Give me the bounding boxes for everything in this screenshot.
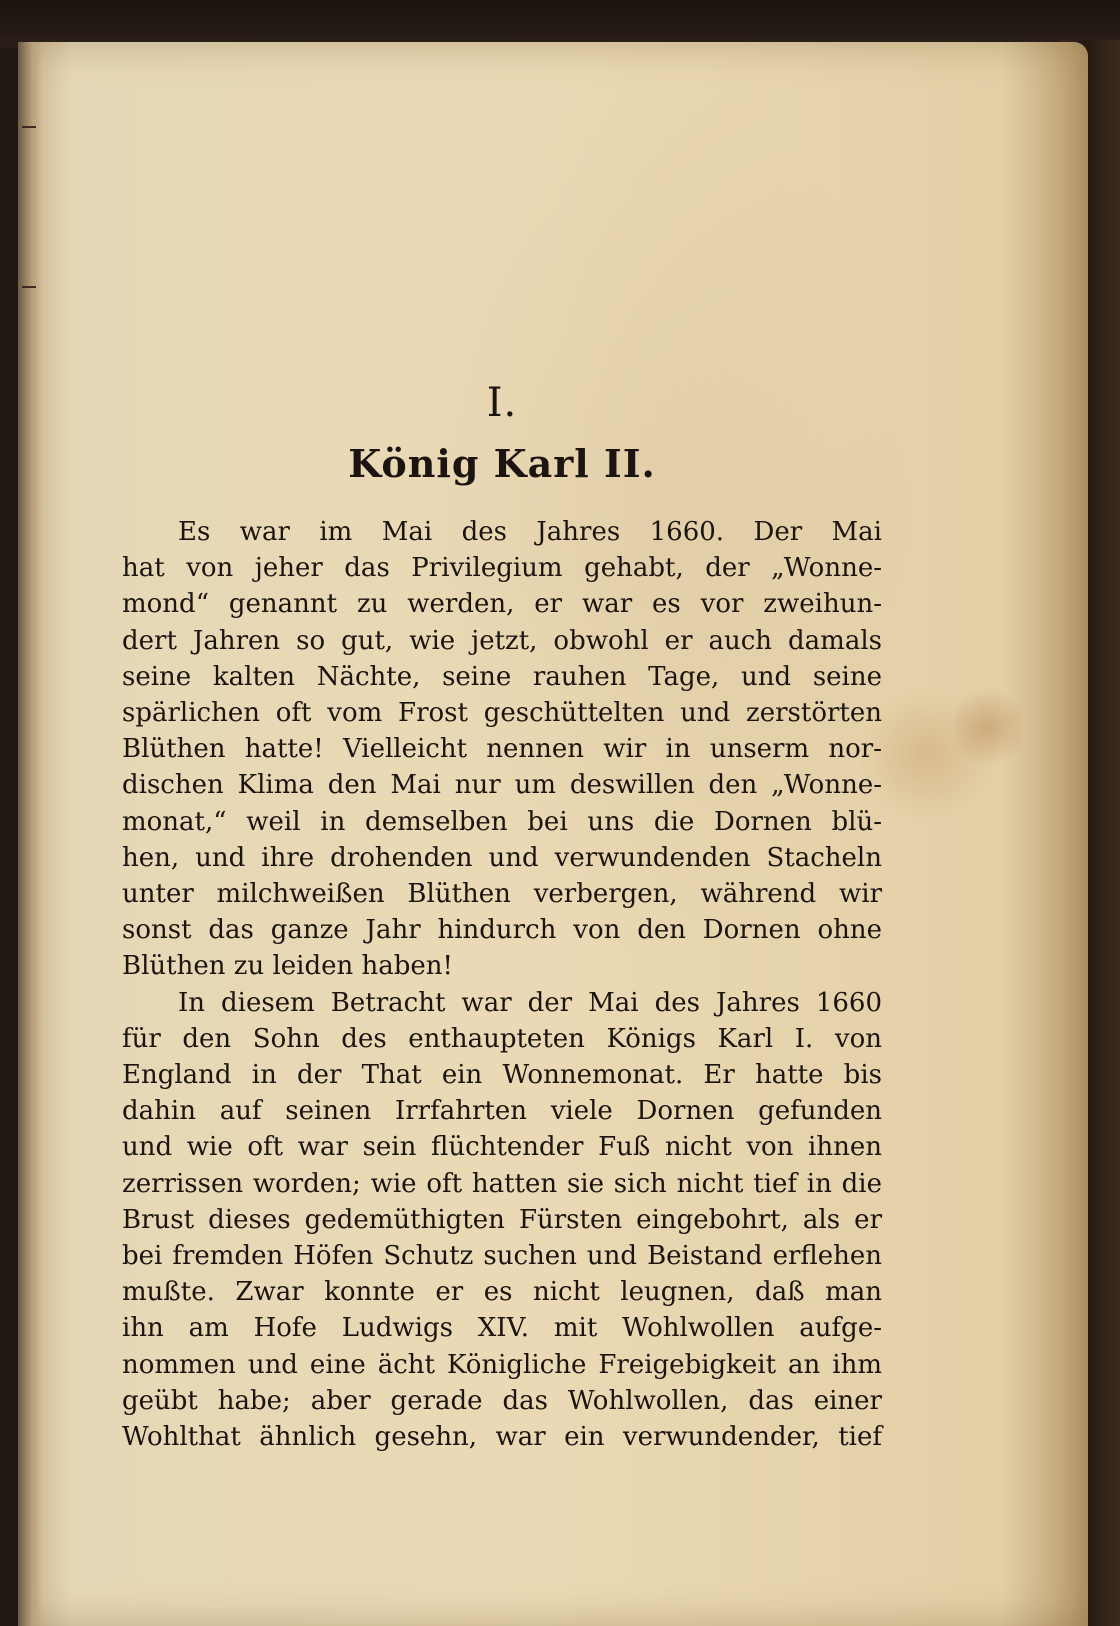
- text-line: dischen Klima den Mai nur um deswillen den „Wonne-: [122, 770, 882, 801]
- text-line: mond“ genannt zu werden, er war es vor zweihun-: [122, 589, 882, 620]
- text-line: nommen und eine ächt Königliche Freigebigkeit an ihm: [122, 1349, 882, 1380]
- text-line: monat,“ weil in demselben bei uns die Dornen blü-: [122, 806, 882, 837]
- text-line: Blüthen hatte! Vielleicht nennen wir in unserm nor-: [122, 734, 882, 765]
- text-line: und wie oft war sein flüchtender Fuß nicht von ihnen: [122, 1132, 882, 1163]
- page-gutter: [18, 42, 42, 1626]
- text-line: Wohlthat ähnlich gesehn, war ein verwundender, tief: [122, 1422, 882, 1453]
- margin-tick: [22, 126, 36, 128]
- text-line: hen, und ihre drohenden und verwundenden Stacheln: [122, 842, 882, 873]
- paragraph-2: [122, 985, 882, 1456]
- foxing-stain: [953, 682, 1023, 772]
- text-line: In diesem Betracht war der Mai des Jahres 1660: [178, 987, 882, 1018]
- text-line: England in der That ein Wonnemonat. Er hatte bis: [122, 1060, 882, 1091]
- chapter-title: König Karl II.: [348, 441, 656, 486]
- text-line: mußte. Zwar konnte er es nicht leugnen, daß man: [122, 1277, 882, 1308]
- text-line: dahin auf seinen Irrfahrten viele Dornen gefunden: [122, 1096, 882, 1127]
- book-page: [18, 42, 1088, 1626]
- page-text-block: [122, 372, 882, 1455]
- book-cover-top-edge: [0, 0, 1120, 48]
- text-line: spärlichen oft vom Frost geschüttelten und zerstörten: [122, 698, 882, 729]
- paragraph-1: [122, 514, 882, 985]
- chapter-numeral: I.: [486, 380, 518, 426]
- text-line: für den Sohn des enthaupteten Königs Karl I. von: [122, 1023, 882, 1054]
- text-line: Blüthen zu leiden haben!: [122, 951, 453, 982]
- text-line: dert Jahren so gut, wie jetzt, obwohl er auch damals: [122, 625, 882, 656]
- text-line: Brust dieses gedemüthigten Fürsten eingebohrt, als er: [122, 1204, 882, 1235]
- text-line: seine kalten Nächte, seine rauhen Tage, und seine: [122, 661, 882, 692]
- text-line: sonst das ganze Jahr hindurch von den Dornen ohne: [122, 915, 882, 946]
- text-line: zerrissen worden; wie oft hatten sie sich nicht tief in die: [122, 1168, 882, 1199]
- text-line: Es war im Mai des Jahres 1660. Der Mai: [178, 517, 882, 547]
- text-line: hat von jeher das Privilegium gehabt, der „Wonne-: [122, 553, 882, 584]
- margin-tick: [22, 286, 36, 288]
- text-line: unter milchweißen Blüthen verbergen, während wir: [122, 879, 882, 910]
- text-line: geübt habe; aber gerade das Wohlwollen, das einer: [122, 1385, 882, 1416]
- text-line: ihn am Hofe Ludwigs XIV. mit Wohlwollen aufge-: [122, 1313, 882, 1344]
- text-line: bei fremden Höfen Schutz suchen und Beistand erflehen: [122, 1241, 882, 1272]
